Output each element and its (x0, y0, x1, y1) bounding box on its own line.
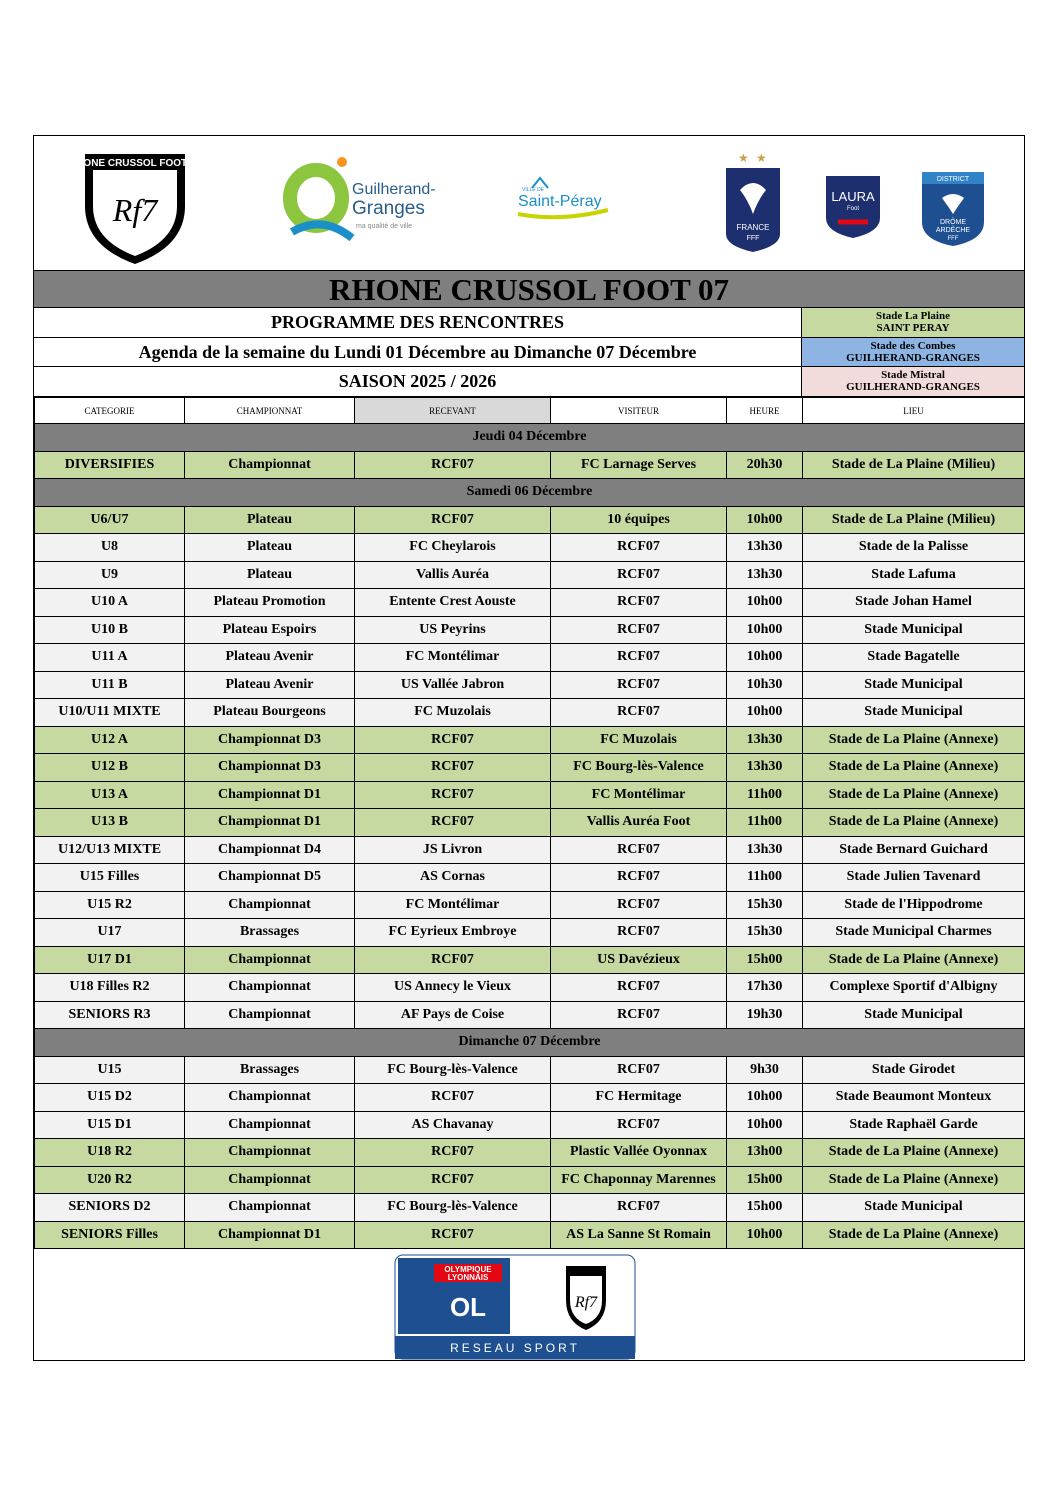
match-row (35, 671, 1025, 699)
recevant-cell: RCF07 (355, 1084, 551, 1112)
guilherand-line2: Granges (352, 198, 425, 219)
guilherand-tagline: ma qualité de ville (356, 223, 413, 230)
categorie-cell: SENIORS Filles (35, 1221, 185, 1249)
championnat-cell: Plateau Espoirs (185, 616, 355, 644)
saint-peray-text: Saint-Péray (518, 193, 602, 210)
match-row (35, 534, 1025, 562)
championnat-cell: Brassages (185, 919, 355, 947)
guilherand-line1: Guilherand- (352, 181, 436, 198)
legend-stade-la-plaine (802, 308, 1024, 338)
lieu-cell: Stade Municipal Charmes (803, 919, 1025, 947)
lieu-cell: Stade Bernard Guichard (803, 836, 1025, 864)
lieu-cell: Stade Bagatelle (803, 644, 1025, 672)
championnat-cell: Championnat (185, 1139, 355, 1167)
lieu-cell: Stade Municipal (803, 616, 1025, 644)
match-row (35, 1139, 1025, 1167)
heure-cell: 15h30 (727, 919, 803, 947)
heure-cell: 10h00 (727, 1221, 803, 1249)
categorie-cell: U18 Filles R2 (35, 974, 185, 1002)
categorie-cell: U11 A (35, 644, 185, 672)
categorie-cell: U17 D1 (35, 946, 185, 974)
visiteur-cell: RCF07 (551, 919, 727, 947)
heure-cell: 10h00 (727, 699, 803, 727)
ol-mark: OL (449, 1292, 487, 1322)
championnat-cell: Championnat D3 (185, 754, 355, 782)
col-header-heure: HEURE (727, 398, 803, 424)
heure-cell: 10h00 (727, 589, 803, 617)
day-header-row (35, 479, 1025, 507)
lieu-cell: Stade Julien Tavenard (803, 864, 1025, 892)
lieu-cell: Stade de La Plaine (Annexe) (803, 754, 1025, 782)
lieu-cell: Stade Municipal (803, 699, 1025, 727)
recevant-cell: RCF07 (355, 1221, 551, 1249)
lieu-cell: Stade Municipal (803, 671, 1025, 699)
recevant-cell: FC Cheylarois (355, 534, 551, 562)
heure-cell: 10h00 (727, 616, 803, 644)
france-text: FRANCE (736, 223, 770, 232)
programme-heading: PROGRAMME DES RENCONTRES (34, 308, 802, 338)
day-label: Dimanche 07 Décembre (35, 1029, 1025, 1057)
recevant-cell: Entente Crest Aouste (355, 589, 551, 617)
day-label: Samedi 06 Décembre (35, 479, 1025, 507)
match-row (35, 946, 1025, 974)
match-row (35, 891, 1025, 919)
categorie-cell: U15 R2 (35, 891, 185, 919)
match-row (35, 754, 1025, 782)
match-row (35, 561, 1025, 589)
laura-text: LAURA (831, 189, 875, 204)
visiteur-cell: RCF07 (551, 534, 727, 562)
heure-cell: 15h00 (727, 946, 803, 974)
heure-cell: 15h00 (727, 1194, 803, 1222)
legend-stade: Stade des Combes (870, 340, 956, 352)
championnat-cell: Championnat D4 (185, 836, 355, 864)
recevant-cell: RCF07 (355, 1166, 551, 1194)
recevant-cell: AF Pays de Coise (355, 1001, 551, 1029)
heure-cell: 10h00 (727, 1111, 803, 1139)
visiteur-cell: FC Bourg-lès-Valence (551, 754, 727, 782)
schedule-sheet (33, 135, 1025, 1361)
heure-cell: 13h00 (727, 1139, 803, 1167)
heure-cell: 9h30 (727, 1056, 803, 1084)
categorie-cell: U12 B (35, 754, 185, 782)
col-header-lieu: LIEU (803, 398, 1025, 424)
visiteur-cell: RCF07 (551, 1111, 727, 1139)
recevant-cell: FC Bourg-lès-Valence (355, 1056, 551, 1084)
heure-cell: 20h30 (727, 451, 803, 479)
categorie-cell: U13 B (35, 809, 185, 837)
visiteur-cell: RCF07 (551, 891, 727, 919)
categorie-cell: U20 R2 (35, 1166, 185, 1194)
categorie-cell: U9 (35, 561, 185, 589)
lieu-cell: Stade de La Plaine (Annexe) (803, 1221, 1025, 1249)
recevant-cell: FC Montélimar (355, 644, 551, 672)
visiteur-cell: FC Larnage Serves (551, 451, 727, 479)
page-title: RHONE CRUSSOL FOOT 07 (34, 270, 1024, 308)
championnat-cell: Championnat D3 (185, 726, 355, 754)
match-row (35, 809, 1025, 837)
lieu-cell: Stade de La Plaine (Annexe) (803, 781, 1025, 809)
championnat-cell: Brassages (185, 1056, 355, 1084)
lieu-cell: Stade de La Plaine (Annexe) (803, 946, 1025, 974)
visiteur-cell: RCF07 (551, 864, 727, 892)
categorie-cell: U13 A (35, 781, 185, 809)
visiteur-cell: AS La Sanne St Romain (551, 1221, 727, 1249)
lieu-cell: Stade de La Plaine (Annexe) (803, 1166, 1025, 1194)
categorie-cell: U15 D2 (35, 1084, 185, 1112)
championnat-cell: Championnat D1 (185, 1221, 355, 1249)
categorie-cell: SENIORS D2 (35, 1194, 185, 1222)
ol-line2: LYONNAIS (447, 1273, 489, 1282)
lieu-cell: Stade Johan Hamel (803, 589, 1025, 617)
footer-crest-monogram: Rf7 (574, 1294, 598, 1311)
visiteur-cell: Plastic Vallée Oyonnax (551, 1139, 727, 1167)
ol-line1: OLYMPIQUE (444, 1265, 492, 1274)
ol-reseau-sport-logo (394, 1254, 636, 1360)
crest-name: RHONE CRUSSOL FOOT 07 (68, 158, 202, 169)
match-row (35, 1001, 1025, 1029)
heure-cell: 15h00 (727, 1166, 803, 1194)
lieu-cell: Stade de La Plaine (Annexe) (803, 1139, 1025, 1167)
match-row (35, 1221, 1025, 1249)
championnat-cell: Plateau (185, 506, 355, 534)
heure-cell: 15h30 (727, 891, 803, 919)
lieu-cell: Complexe Sportif d'Albigny (803, 974, 1025, 1002)
match-row (35, 1056, 1025, 1084)
recevant-cell: AS Cornas (355, 864, 551, 892)
legend-ville: GUILHERAND-GRANGES (846, 352, 980, 364)
reseau-sport-text: RESEAU SPORT (450, 1341, 580, 1355)
district-drome-ardeche-logo (920, 168, 986, 248)
district-text: DISTRICT (936, 176, 970, 183)
rcf07-crest-logo (68, 146, 202, 266)
match-row (35, 781, 1025, 809)
heure-cell: 10h00 (727, 1084, 803, 1112)
visiteur-cell: RCF07 (551, 644, 727, 672)
recevant-cell: RCF07 (355, 781, 551, 809)
visiteur-cell: RCF07 (551, 1001, 727, 1029)
ville-de: VILLE DE (522, 187, 544, 193)
categorie-cell: U17 (35, 919, 185, 947)
legend-ville: SAINT PERAY (876, 322, 950, 334)
categorie-cell: U15 D1 (35, 1111, 185, 1139)
lieu-cell: Stade Raphaël Garde (803, 1111, 1025, 1139)
match-row (35, 1111, 1025, 1139)
championnat-cell: Championnat (185, 1111, 355, 1139)
championnat-cell: Championnat D5 (185, 864, 355, 892)
heure-cell: 10h00 (727, 644, 803, 672)
visiteur-cell: RCF07 (551, 1194, 727, 1222)
championnat-cell: Plateau (185, 561, 355, 589)
championnat-cell: Plateau Promotion (185, 589, 355, 617)
match-row (35, 616, 1025, 644)
star-icon: ★ (756, 151, 767, 165)
heure-cell: 13h30 (727, 754, 803, 782)
championnat-cell: Championnat (185, 974, 355, 1002)
visiteur-cell: US Davézieux (551, 946, 727, 974)
recevant-cell: RCF07 (355, 506, 551, 534)
recevant-cell: FC Muzolais (355, 699, 551, 727)
championnat-cell: Championnat (185, 1194, 355, 1222)
match-row (35, 1194, 1025, 1222)
lieu-cell: Stade de la Palisse (803, 534, 1025, 562)
crest-monogram: Rf7 (112, 192, 158, 228)
legend-stade-des-combes (802, 338, 1024, 367)
match-row (35, 699, 1025, 727)
visiteur-cell: RCF07 (551, 1056, 727, 1084)
guilherand-granges-logo (282, 154, 452, 246)
championnat-cell: Championnat (185, 1084, 355, 1112)
match-row (35, 974, 1025, 1002)
fff-text: FFF (746, 235, 760, 242)
heure-cell: 11h00 (727, 781, 803, 809)
categorie-cell: U6/U7 (35, 506, 185, 534)
match-row (35, 451, 1025, 479)
heure-cell: 17h30 (727, 974, 803, 1002)
logos-strip (34, 136, 1024, 270)
match-row (35, 506, 1025, 534)
championnat-cell: Championnat (185, 451, 355, 479)
categorie-cell: U11 B (35, 671, 185, 699)
recevant-cell: RCF07 (355, 754, 551, 782)
recevant-cell: JS Livron (355, 836, 551, 864)
heure-cell: 10h00 (727, 506, 803, 534)
recevant-cell: FC Bourg-lès-Valence (355, 1194, 551, 1222)
visiteur-cell: FC Chaponnay Marennes (551, 1166, 727, 1194)
championnat-cell: Championnat (185, 946, 355, 974)
recevant-cell: US Annecy le Vieux (355, 974, 551, 1002)
fff-france-logo (722, 150, 784, 254)
schedule-table (34, 397, 1025, 1249)
categorie-cell: U10 B (35, 616, 185, 644)
championnat-cell: Plateau Bourgeons (185, 699, 355, 727)
laura-foot-text: Foot (846, 206, 860, 212)
recevant-cell: Vallis Auréa (355, 561, 551, 589)
championnat-cell: Championnat (185, 891, 355, 919)
categorie-cell: U10/U11 MIXTE (35, 699, 185, 727)
recevant-cell: RCF07 (355, 809, 551, 837)
categorie-cell: U12/U13 MIXTE (35, 836, 185, 864)
lieu-cell: Stade Girodet (803, 1056, 1025, 1084)
recevant-cell: FC Eyrieux Embroye (355, 919, 551, 947)
agenda-heading: Agenda de la semaine du Lundi 01 Décembre au Dimanche 07 Décembre (34, 338, 802, 367)
categorie-cell: U12 A (35, 726, 185, 754)
lieu-cell: Stade de La Plaine (Milieu) (803, 506, 1025, 534)
lieu-cell: Stade de l'Hippodrome (803, 891, 1025, 919)
recevant-cell: RCF07 (355, 946, 551, 974)
lieu-cell: Stade Beaumont Monteux (803, 1084, 1025, 1112)
heure-cell: 11h00 (727, 809, 803, 837)
championnat-cell: Championnat (185, 1166, 355, 1194)
legend-stade: Stade La Plaine (876, 310, 950, 322)
categorie-cell: U10 A (35, 589, 185, 617)
visiteur-cell: RCF07 (551, 616, 727, 644)
match-row (35, 1166, 1025, 1194)
heure-cell: 19h30 (727, 1001, 803, 1029)
recevant-cell: RCF07 (355, 451, 551, 479)
categorie-cell: U15 (35, 1056, 185, 1084)
categorie-cell: U8 (35, 534, 185, 562)
categorie-cell: U18 R2 (35, 1139, 185, 1167)
match-row (35, 1084, 1025, 1112)
visiteur-cell: 10 équipes (551, 506, 727, 534)
match-row (35, 726, 1025, 754)
lieu-cell: Stade Municipal (803, 1001, 1025, 1029)
championnat-cell: Championnat D1 (185, 781, 355, 809)
legend-stade-mistral (802, 367, 1024, 397)
heure-cell: 13h30 (727, 836, 803, 864)
col-header-recevant: RECEVANT (355, 398, 551, 424)
championnat-cell: Championnat D1 (185, 809, 355, 837)
match-row (35, 919, 1025, 947)
visiteur-cell: RCF07 (551, 836, 727, 864)
recevant-cell: US Vallée Jabron (355, 671, 551, 699)
day-label: Jeudi 04 Décembre (35, 424, 1025, 452)
visiteur-cell: Vallis Auréa Foot (551, 809, 727, 837)
legend-stade: Stade Mistral (881, 369, 945, 381)
schedule-body (35, 424, 1025, 1249)
saison-heading: SAISON 2025 / 2026 (34, 367, 802, 397)
visiteur-cell: RCF07 (551, 699, 727, 727)
saint-peray-logo (510, 174, 620, 226)
heure-cell: 10h30 (727, 671, 803, 699)
categorie-cell: U15 Filles (35, 864, 185, 892)
ardeche-text: ARDÈCHE (935, 227, 971, 234)
categorie-cell: DIVERSIFIES (35, 451, 185, 479)
championnat-cell: Plateau (185, 534, 355, 562)
visiteur-cell: FC Muzolais (551, 726, 727, 754)
championnat-cell: Plateau Avenir (185, 644, 355, 672)
visiteur-cell: FC Montélimar (551, 781, 727, 809)
lieu-cell: Stade de La Plaine (Milieu) (803, 451, 1025, 479)
championnat-cell: Plateau Avenir (185, 671, 355, 699)
match-row (35, 836, 1025, 864)
heure-cell: 11h00 (727, 864, 803, 892)
lieu-cell: Stade Lafuma (803, 561, 1025, 589)
col-header-categorie: CATEGORIE (35, 398, 185, 424)
championnat-cell: Championnat (185, 1001, 355, 1029)
laura-foot-logo (824, 174, 882, 240)
lieu-cell: Stade de La Plaine (Annexe) (803, 809, 1025, 837)
match-row (35, 864, 1025, 892)
match-row (35, 589, 1025, 617)
recevant-cell: AS Chavanay (355, 1111, 551, 1139)
match-row (35, 644, 1025, 672)
visiteur-cell: RCF07 (551, 589, 727, 617)
heure-cell: 13h30 (727, 726, 803, 754)
visiteur-cell: RCF07 (551, 561, 727, 589)
day-header-row (35, 424, 1025, 452)
heure-cell: 13h30 (727, 561, 803, 589)
heure-cell: 13h30 (727, 534, 803, 562)
drome-text: DRÔME (939, 219, 967, 226)
visiteur-cell: RCF07 (551, 974, 727, 1002)
recevant-cell: RCF07 (355, 1139, 551, 1167)
recevant-cell: US Peyrins (355, 616, 551, 644)
recevant-cell: RCF07 (355, 726, 551, 754)
day-header-row (35, 1029, 1025, 1057)
star-icon: ★ (738, 151, 749, 165)
district-fff-text: FFF (947, 236, 959, 242)
lieu-cell: Stade de La Plaine (Annexe) (803, 726, 1025, 754)
col-header-visiteur: VISITEUR (551, 398, 727, 424)
visiteur-cell: RCF07 (551, 671, 727, 699)
col-header-championnat: CHAMPIONNAT (185, 398, 355, 424)
lieu-cell: Stade Municipal (803, 1194, 1025, 1222)
visiteur-cell: FC Hermitage (551, 1084, 727, 1112)
categorie-cell: SENIORS R3 (35, 1001, 185, 1029)
legend-ville: GUILHERAND-GRANGES (846, 381, 980, 393)
recevant-cell: FC Montélimar (355, 891, 551, 919)
